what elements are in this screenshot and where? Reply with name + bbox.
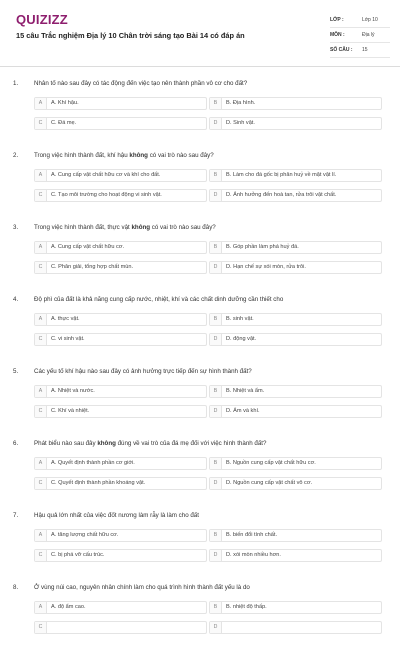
- question-text-bold: không: [129, 152, 148, 159]
- page-title: 15 câu Trắc nghiệm Địa lý 10 Chân trời sáng tạo Bài 14 có đáp án: [16, 31, 245, 40]
- meta-key: SỐ CÂU :: [330, 47, 353, 53]
- meta-key: LỚP :: [330, 17, 344, 23]
- question-number: 4.: [13, 296, 19, 303]
- answer-option[interactable]: [34, 385, 207, 398]
- answer-option[interactable]: [209, 621, 382, 634]
- option-letter: D: [210, 190, 222, 201]
- answer-option[interactable]: [34, 189, 207, 202]
- answer-option[interactable]: [209, 261, 382, 274]
- answer-option[interactable]: [209, 169, 382, 182]
- question-text: [34, 224, 384, 231]
- option-letter: C: [35, 478, 47, 489]
- option-text: B. sinh vật.: [226, 316, 254, 322]
- option-letter: D: [210, 334, 222, 345]
- question-item: [0, 148, 400, 220]
- option-letter: D: [210, 118, 222, 129]
- option-letter: C: [35, 550, 47, 561]
- option-letter: D: [210, 406, 222, 417]
- option-text: D. Hạn chế sự xói mòn, rửa trôi.: [226, 264, 306, 270]
- option-letter: A: [35, 602, 47, 613]
- question-text: [34, 440, 384, 447]
- option-text: D. Nguồn cung cấp vật chất vô cơ.: [226, 480, 313, 486]
- option-text: A. Quyết định thành phần cơ giới.: [51, 460, 135, 466]
- option-letter: C: [35, 622, 47, 633]
- question-text-post: đúng về vai trò của đá mẹ đối với việc hình thành đất?: [115, 440, 267, 447]
- question-text-pre: Độ phì của đất là khả năng cung cấp nước, nhiệt, khí và các chất dinh dưỡng cần thiết cho: [34, 296, 284, 303]
- meta-row-count: [330, 43, 390, 58]
- option-letter: D: [210, 622, 222, 633]
- option-text: B. Địa hình.: [226, 100, 256, 106]
- question-text-pre: Trong việc hình thành đất, thực vật: [34, 224, 132, 231]
- option-text: D. Sinh vật.: [226, 120, 255, 126]
- question-text: [34, 584, 384, 591]
- option-letter: B: [210, 386, 222, 397]
- option-letter: B: [210, 314, 222, 325]
- question-text: [34, 296, 384, 303]
- option-letter: A: [35, 458, 47, 469]
- question-text: [34, 152, 384, 159]
- question-item: [0, 76, 400, 148]
- meta-value: 15: [362, 47, 368, 53]
- answer-option[interactable]: [34, 261, 207, 274]
- answer-option[interactable]: [34, 333, 207, 346]
- option-text: C. Quyết định thành phần khoáng vật.: [51, 480, 146, 486]
- question-item: [0, 292, 400, 364]
- answer-option[interactable]: [209, 117, 382, 130]
- option-text: B. nhiệt độ thấp.: [226, 604, 267, 610]
- question-number: 1.: [13, 80, 19, 87]
- answer-option[interactable]: [209, 385, 382, 398]
- option-text: D. động vật.: [226, 336, 257, 342]
- option-text: D. Ẩm và khí.: [226, 408, 260, 414]
- answer-option[interactable]: [34, 601, 207, 614]
- option-text: B. Góp phần làm phá huỷ đá.: [226, 244, 299, 250]
- option-text: C. Phân giải, tổng hợp chất mùn.: [51, 264, 134, 270]
- option-letter: C: [35, 262, 47, 273]
- option-text: A. thực vật.: [51, 316, 80, 322]
- answer-option[interactable]: [209, 601, 382, 614]
- meta-value: Lớp 10: [362, 17, 378, 23]
- answer-option[interactable]: [209, 477, 382, 490]
- option-letter: A: [35, 242, 47, 253]
- answer-option[interactable]: [209, 97, 382, 110]
- answer-option[interactable]: [34, 549, 207, 562]
- answer-option[interactable]: [34, 117, 207, 130]
- option-text: C. vi sinh vật.: [51, 336, 85, 342]
- document-header: [0, 0, 400, 62]
- question-item: [0, 508, 400, 580]
- answer-option[interactable]: [34, 405, 207, 418]
- option-text: C. bị phá vỡ cấu trúc.: [51, 552, 105, 558]
- answer-option[interactable]: [209, 241, 382, 254]
- answer-option[interactable]: [34, 169, 207, 182]
- question-text: [34, 368, 384, 375]
- answer-option[interactable]: [34, 97, 207, 110]
- option-letter: A: [35, 314, 47, 325]
- meta-row-subject: [330, 28, 390, 43]
- question-text-pre: Trong việc hình thành đất, khí hậu: [34, 152, 130, 159]
- question-number: 2.: [13, 152, 19, 159]
- option-text: B. Nguồn cung cấp vật chất hữu cơ.: [226, 460, 316, 466]
- answer-option[interactable]: [34, 457, 207, 470]
- option-letter: D: [210, 478, 222, 489]
- option-text: A. Nhiệt và nước.: [51, 388, 95, 394]
- meta-info-panel: [330, 13, 390, 58]
- option-letter: B: [210, 530, 222, 541]
- option-letter: B: [210, 602, 222, 613]
- option-letter: A: [35, 530, 47, 541]
- option-letter: C: [35, 190, 47, 201]
- question-item: [0, 580, 400, 652]
- option-text: A. Cung cấp vật chất hữu cơ.: [51, 244, 125, 250]
- option-letter: C: [35, 118, 47, 129]
- question-item: [0, 364, 400, 436]
- question-text-pre: Ở vùng núi cao, nguyên nhân chính làm cho quá trình hình thành đất yếu là do: [34, 584, 250, 591]
- option-text: C. Đá mẹ.: [51, 120, 77, 126]
- question-item: [0, 220, 400, 292]
- question-number: 6.: [13, 440, 19, 447]
- option-letter: D: [210, 262, 222, 273]
- answer-option[interactable]: [209, 457, 382, 470]
- option-letter: D: [210, 550, 222, 561]
- question-number: 7.: [13, 512, 19, 519]
- option-text: B. Nhiệt và ẩm.: [226, 388, 265, 394]
- option-letter: A: [35, 386, 47, 397]
- option-letter: C: [35, 334, 47, 345]
- header-divider: [0, 66, 400, 67]
- answer-option[interactable]: [34, 529, 207, 542]
- answer-option[interactable]: [209, 333, 382, 346]
- meta-value: Địa lý: [362, 32, 375, 38]
- question-text-pre: Các yếu tố khí hậu nào sau đây có ảnh hưởng trực tiếp đến sự hình thành đất?: [34, 368, 252, 375]
- question-number: 5.: [13, 368, 19, 375]
- question-list: [0, 76, 400, 652]
- answer-option[interactable]: [34, 621, 207, 634]
- option-letter: A: [35, 170, 47, 181]
- answer-option[interactable]: [209, 313, 382, 326]
- question-text-post: có vai trò nào sau đây?: [150, 224, 216, 231]
- meta-row-grade: [330, 13, 390, 28]
- answer-option[interactable]: [209, 405, 382, 418]
- answer-option[interactable]: [34, 241, 207, 254]
- option-letter: C: [35, 406, 47, 417]
- option-text: C. Tạo môi trường cho hoạt động vi sinh vật.: [51, 192, 162, 198]
- question-text-pre: Nhân tố nào sau đây có tác động đến việc tạo nên thành phần vô cơ cho đất?: [34, 80, 248, 87]
- option-text: A. Khí hậu.: [51, 100, 79, 106]
- question-text-post: có vai trò nào sau đây?: [147, 152, 214, 159]
- meta-key: MÔN :: [330, 32, 345, 38]
- option-text: D. xói mòn nhiều hơn.: [226, 552, 281, 558]
- question-text-bold: không: [97, 440, 116, 447]
- option-letter: B: [210, 242, 222, 253]
- question-text-bold: không: [131, 224, 151, 231]
- option-letter: B: [210, 458, 222, 469]
- question-number: 3.: [13, 224, 19, 231]
- answer-option[interactable]: [209, 189, 382, 202]
- answer-option[interactable]: [209, 549, 382, 562]
- option-text: A. độ ẩm cao.: [51, 604, 86, 610]
- quizizz-logo: QUIZIZZ: [16, 12, 68, 27]
- answer-option[interactable]: [34, 313, 207, 326]
- question-text: [34, 512, 384, 519]
- question-item: [0, 436, 400, 508]
- question-text: [34, 80, 384, 87]
- option-text: A. Cung cấp vật chất hữu cơ và khí cho đất.: [51, 172, 161, 178]
- question-text-pre: Hậu quả lớn nhất của việc đốt nương làm rẫy là làm cho đất: [34, 512, 199, 519]
- answer-option[interactable]: [34, 477, 207, 490]
- option-text: C. Khí và nhiệt.: [51, 408, 90, 414]
- option-letter: A: [35, 98, 47, 109]
- option-text: A. tăng lượng chất hữu cơ.: [51, 532, 119, 538]
- option-letter: B: [210, 170, 222, 181]
- question-number: 8.: [13, 584, 19, 591]
- option-text: D. Ảnh hưởng đến hoà tan, rửa trôi vật chất.: [226, 192, 337, 198]
- option-text: B. biến đổi tính chất.: [226, 532, 277, 538]
- question-text-pre: Phát biểu nào sau đây: [34, 440, 98, 447]
- option-text: B. Làm cho đá gốc bị phân huỷ về mặt vật lí.: [226, 172, 337, 178]
- option-letter: B: [210, 98, 222, 109]
- answer-option[interactable]: [209, 529, 382, 542]
